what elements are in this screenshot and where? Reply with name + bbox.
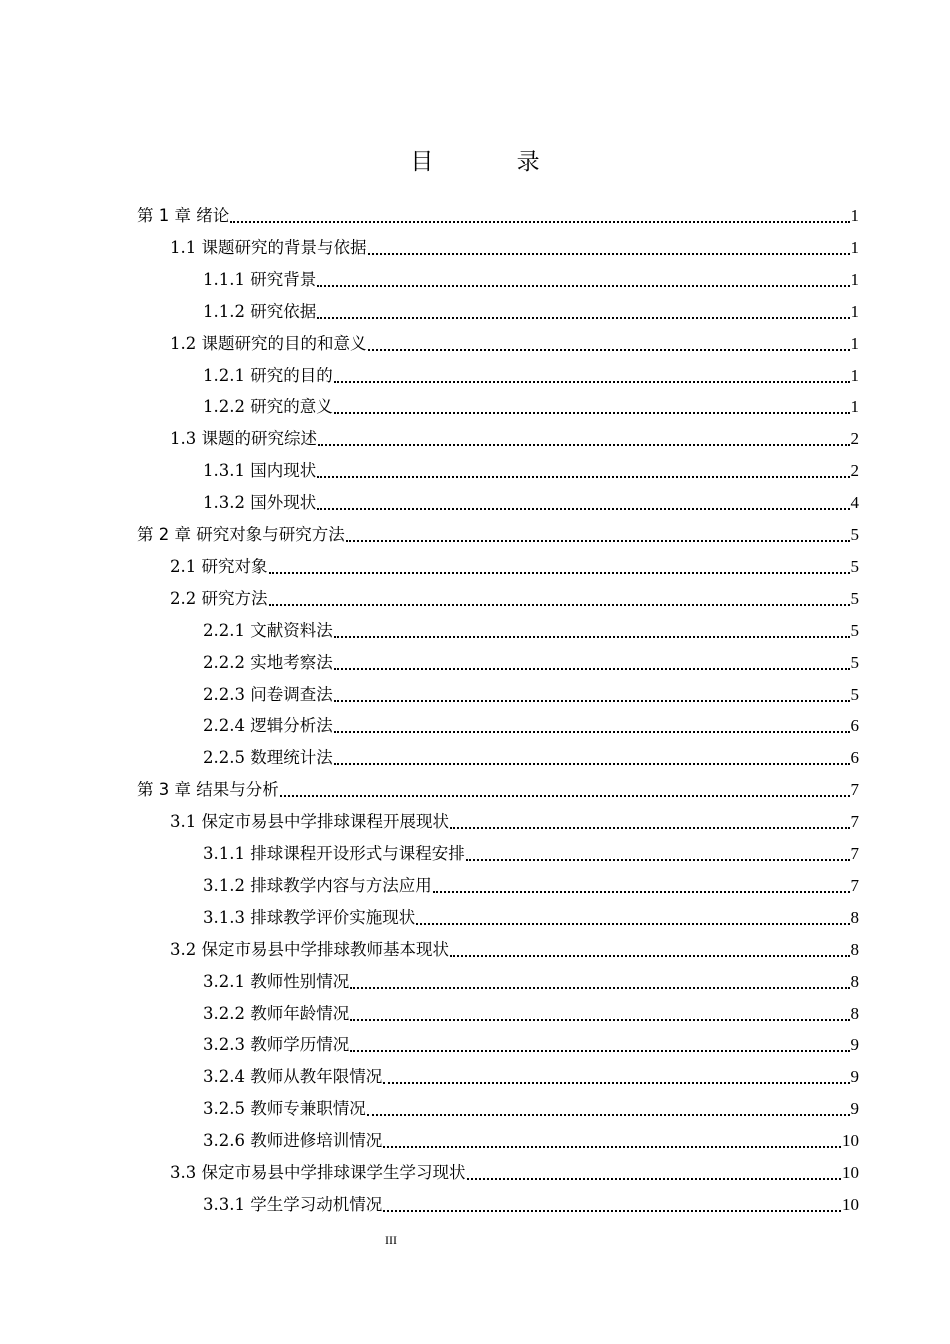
toc-entry-title: 2.2.5 数理统计法 bbox=[203, 748, 333, 768]
toc-entry-title: 第 2 章 研究对象与研究方法 bbox=[137, 525, 345, 544]
toc-entry-page-number: 8 bbox=[850, 939, 859, 959]
toc-entry-page-number: 8 bbox=[850, 1003, 859, 1023]
toc-entry-page-number: 1 bbox=[850, 397, 859, 417]
toc-dot-leader bbox=[368, 252, 850, 255]
toc-subsection-entry[interactable] bbox=[203, 1029, 859, 1061]
toc-subsection-entry[interactable] bbox=[203, 870, 859, 902]
toc-entry-title: 2.2 研究方法 bbox=[170, 588, 268, 608]
toc-entry-title: 1.1 课题研究的背景与依据 bbox=[170, 237, 367, 257]
toc-subsection-entry[interactable] bbox=[203, 455, 859, 487]
toc-dot-leader bbox=[367, 1113, 850, 1116]
toc-subsection-entry[interactable] bbox=[203, 710, 859, 742]
toc-entry-page-number: 10 bbox=[842, 1163, 859, 1182]
page-number: III bbox=[385, 1233, 397, 1247]
toc-entry-title: 1.1.1 研究背景 bbox=[203, 269, 317, 289]
toc-entry-page-number: 4 bbox=[850, 493, 859, 513]
toc-dot-leader bbox=[230, 220, 849, 223]
toc-dot-leader bbox=[450, 954, 850, 957]
toc-entry-page-number: 9 bbox=[850, 1099, 859, 1119]
toc-entry-page-number: 5 bbox=[850, 652, 859, 672]
toc-section-entry[interactable] bbox=[170, 934, 859, 966]
toc-entry-page-number: 7 bbox=[850, 844, 859, 863]
toc-entry-page-number: 7 bbox=[850, 875, 859, 895]
toc-entry-title: 3.1 保定市易县中学排球课程开展现状 bbox=[170, 812, 449, 832]
toc-entry-page-number: 5 bbox=[850, 556, 859, 576]
toc-entry-page-number: 7 bbox=[850, 780, 859, 800]
page-title: 目 录 bbox=[410, 149, 578, 175]
toc-dot-leader bbox=[317, 316, 849, 319]
toc-entry-title: 3.2 保定市易县中学排球教师基本现状 bbox=[170, 939, 449, 959]
toc-dot-leader bbox=[416, 922, 849, 925]
toc-dot-leader bbox=[350, 1049, 849, 1052]
toc-entry-page-number: 1 bbox=[850, 365, 859, 385]
toc-subsection-entry[interactable] bbox=[203, 487, 859, 519]
toc-subsection-entry[interactable] bbox=[203, 264, 859, 296]
toc-dot-leader bbox=[383, 1081, 849, 1084]
toc-chapter-entry[interactable] bbox=[137, 774, 859, 806]
toc-dot-leader bbox=[334, 411, 850, 414]
toc-dot-leader bbox=[450, 826, 850, 829]
toc-entry-page-number: 5 bbox=[850, 588, 859, 608]
toc-subsection-entry[interactable] bbox=[203, 902, 859, 934]
toc-entry-page-number: 1 bbox=[850, 269, 859, 289]
toc-dot-leader bbox=[383, 1209, 841, 1212]
toc-entry-page-number: 5 bbox=[850, 525, 859, 544]
toc-section-entry[interactable] bbox=[170, 423, 859, 455]
toc-dot-leader bbox=[334, 635, 850, 638]
toc-entry-title: 第 1 章 绪论 bbox=[137, 206, 230, 225]
toc-entry-title: 3.2.5 教师专兼职情况 bbox=[203, 1099, 366, 1119]
toc-entry-title: 3.1.1 排球课程开设形式与课程安排 bbox=[203, 844, 465, 863]
toc-entry-page-number: 8 bbox=[850, 907, 859, 927]
toc-dot-leader bbox=[317, 507, 849, 510]
toc-section-entry[interactable] bbox=[170, 806, 859, 838]
toc-entry-title: 3.3 保定市易县中学排球课学生学习现状 bbox=[170, 1163, 466, 1182]
toc-dot-leader bbox=[346, 539, 850, 542]
toc-entry-title: 第 3 章 结果与分析 bbox=[137, 780, 279, 800]
toc-entry-page-number: 9 bbox=[850, 1067, 859, 1087]
toc-dot-leader bbox=[466, 858, 850, 861]
toc-entry-page-number: 10 bbox=[842, 1194, 859, 1214]
toc-entry-title: 1.2 课题研究的目的和意义 bbox=[170, 333, 367, 353]
toc-subsection-entry[interactable] bbox=[203, 742, 859, 774]
toc-entry-title: 3.1.2 排球教学内容与方法应用 bbox=[203, 875, 432, 895]
toc-entry-page-number: 1 bbox=[850, 206, 859, 225]
toc-section-entry[interactable] bbox=[170, 551, 859, 583]
toc-entry-title: 2.2.1 文献资料法 bbox=[203, 620, 333, 640]
toc-section-entry[interactable] bbox=[170, 583, 859, 615]
toc-entry-title: 1.2.2 研究的意义 bbox=[203, 397, 333, 417]
toc-dot-leader bbox=[269, 571, 850, 574]
toc-entry-page-number: 2 bbox=[850, 461, 859, 481]
toc-dot-leader bbox=[317, 475, 849, 478]
toc-entry-title: 2.2.4 逻辑分析法 bbox=[203, 716, 333, 736]
toc-dot-leader bbox=[467, 1177, 842, 1180]
toc-section-entry[interactable] bbox=[170, 328, 859, 360]
toc-dot-leader bbox=[269, 603, 850, 606]
toc-dot-leader bbox=[350, 1018, 849, 1021]
toc-dot-leader bbox=[334, 667, 850, 670]
toc-entry-title: 1.3 课题的研究综述 bbox=[170, 429, 317, 449]
toc-entry-title: 3.2.1 教师性别情况 bbox=[203, 971, 350, 991]
toc-entry-page-number: 1 bbox=[850, 301, 859, 321]
toc-entry-page-number: 8 bbox=[850, 971, 859, 991]
toc-dot-leader bbox=[334, 380, 850, 383]
toc-entry-page-number: 2 bbox=[850, 429, 859, 449]
toc-entry-page-number: 5 bbox=[850, 684, 859, 704]
toc-subsection-entry[interactable] bbox=[203, 391, 859, 423]
toc-dot-leader bbox=[334, 762, 850, 765]
toc-dot-leader bbox=[350, 986, 849, 989]
toc-subsection-entry[interactable] bbox=[203, 1125, 859, 1157]
toc-entry-title: 3.1.3 排球教学评价实施现状 bbox=[203, 907, 416, 927]
toc-entry-page-number: 10 bbox=[842, 1131, 859, 1151]
toc-section-entry[interactable] bbox=[170, 232, 859, 264]
toc-dot-leader bbox=[368, 348, 850, 351]
toc-subsection-entry[interactable] bbox=[203, 679, 859, 711]
toc-entry-page-number: 6 bbox=[850, 748, 859, 768]
toc-dot-leader bbox=[318, 443, 850, 446]
toc-entry-page-number: 1 bbox=[850, 333, 859, 353]
toc-entry-title: 3.2.3 教师学历情况 bbox=[203, 1035, 350, 1055]
toc-subsection-entry[interactable] bbox=[203, 998, 859, 1030]
toc-dot-leader bbox=[317, 284, 849, 287]
toc-dot-leader bbox=[334, 699, 850, 702]
toc-entry-page-number: 9 bbox=[850, 1035, 859, 1055]
toc-entry-title: 2.2.3 问卷调查法 bbox=[203, 684, 333, 704]
toc-entry-title: 1.3.2 国外现状 bbox=[203, 493, 317, 513]
toc-subsection-entry[interactable] bbox=[203, 1093, 859, 1125]
toc-entry-title: 2.2.2 实地考察法 bbox=[203, 652, 333, 672]
toc-entry-title: 2.1 研究对象 bbox=[170, 556, 268, 576]
toc-dot-leader bbox=[334, 730, 850, 733]
toc-entry-title: 1.1.2 研究依据 bbox=[203, 301, 317, 321]
toc-entry-page-number: 7 bbox=[850, 812, 859, 832]
toc-subsection-entry[interactable] bbox=[203, 966, 859, 998]
toc-entry-title: 3.2.2 教师年龄情况 bbox=[203, 1003, 350, 1023]
toc-entry-page-number: 1 bbox=[850, 237, 859, 257]
toc-subsection-entry[interactable] bbox=[203, 647, 859, 679]
toc-chapter-entry[interactable] bbox=[137, 200, 859, 232]
toc-subsection-entry[interactable] bbox=[203, 296, 859, 328]
toc-subsection-entry[interactable] bbox=[203, 615, 859, 647]
toc-entry-title: 3.3.1 学生学习动机情况 bbox=[203, 1194, 383, 1214]
toc-entry-title: 1.2.1 研究的目的 bbox=[203, 365, 333, 385]
toc-entry-page-number: 6 bbox=[850, 716, 859, 736]
toc-subsection-entry[interactable] bbox=[203, 1061, 859, 1093]
toc-subsection-entry[interactable] bbox=[203, 360, 859, 392]
toc-dot-leader bbox=[280, 794, 850, 797]
toc-section-entry[interactable] bbox=[170, 1157, 859, 1189]
toc-subsection-entry[interactable] bbox=[203, 838, 859, 870]
toc-entry-title: 1.3.1 国内现状 bbox=[203, 461, 317, 481]
toc-dot-leader bbox=[383, 1145, 841, 1148]
toc-entry-title: 3.2.6 教师进修培训情况 bbox=[203, 1131, 383, 1151]
toc-dot-leader bbox=[433, 890, 850, 893]
toc-subsection-entry[interactable] bbox=[203, 1189, 859, 1221]
toc-entry-page-number: 5 bbox=[850, 620, 859, 640]
toc-entry-title: 3.2.4 教师从教年限情况 bbox=[203, 1067, 383, 1087]
toc-chapter-entry[interactable] bbox=[137, 519, 859, 551]
